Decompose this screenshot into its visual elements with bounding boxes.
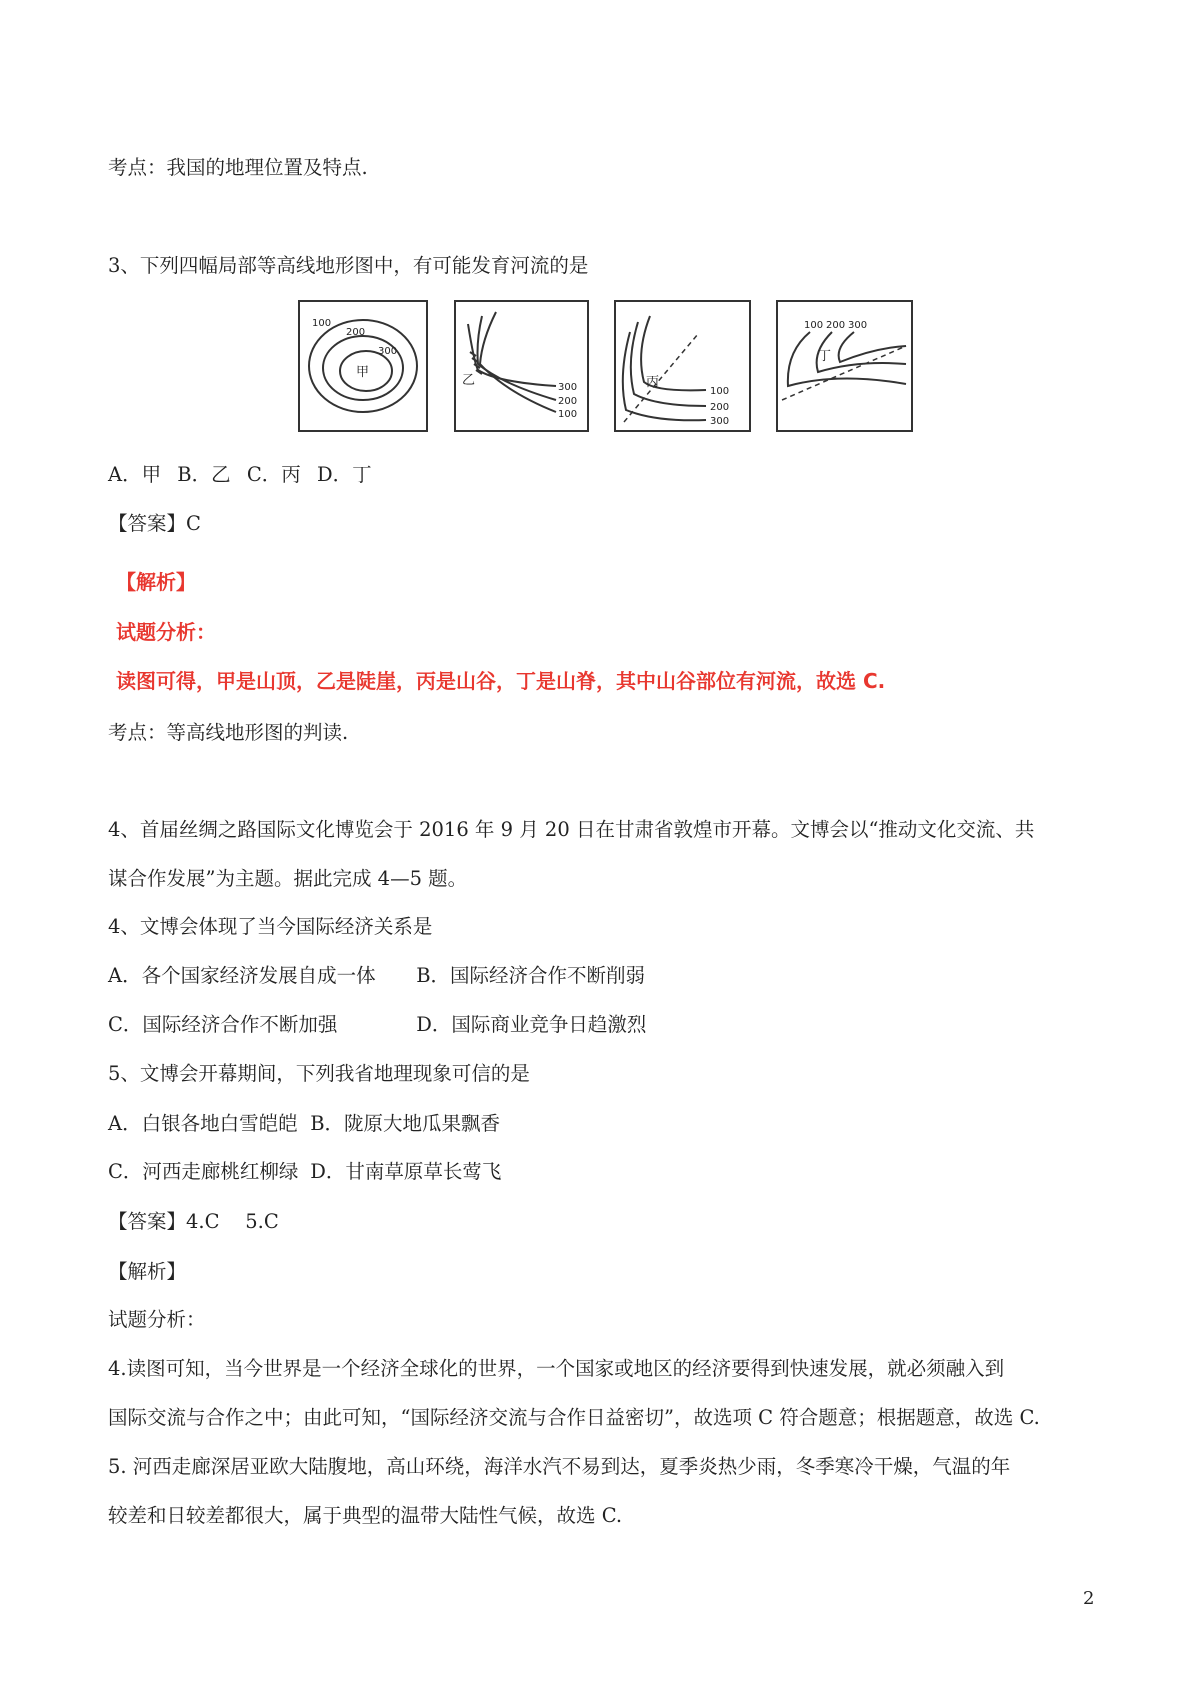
contour-line: [839, 332, 906, 362]
q3-option-b: B．乙: [177, 463, 231, 486]
prev-kaodian: 考点：我国的地理位置及特点.: [108, 156, 368, 179]
q5-option-b: B．陇原大地瓜果飘香: [310, 1112, 501, 1135]
q4-5-analysis-label: 试题分析：: [108, 1308, 206, 1331]
q3-options: [108, 461, 372, 489]
q4-option-c: C．国际经济合作不断加强: [108, 1013, 338, 1036]
place-label: 丙: [646, 375, 660, 390]
q4-5-jiexi-label: 【解析】: [108, 1260, 187, 1283]
q4-5-answer: 【答案】4.C 5.C: [108, 1210, 279, 1233]
contour-label: 100: [804, 320, 824, 331]
q5-options-row-1: [108, 1110, 500, 1138]
page-number: 2: [1083, 1588, 1095, 1609]
contour-label: 200: [710, 402, 730, 413]
contour-label: 100: [312, 318, 332, 329]
q4-options-row-2: [108, 1011, 646, 1039]
q4-option-a: A．各个国家经济发展自成一体: [108, 964, 376, 987]
contour-label: 200: [826, 320, 846, 331]
q5-analysis-line-2: 较差和日较差都很大，属于典型的温带大陆性气候，故选 C.: [108, 1504, 623, 1527]
q5-option-d: D．甘南草原草长莺飞: [310, 1160, 502, 1183]
contour-line: [623, 332, 706, 420]
contour-label: 200: [558, 396, 578, 407]
q3-answer: 【答案】C: [108, 512, 201, 535]
contour-map-ding-svg: [778, 302, 911, 430]
ridge-axis-line: [782, 346, 906, 400]
contour-label: 300: [710, 416, 730, 427]
q4-5-intro-line-1: 4、首届丝绸之路国际文化博览会于 2016 年 9 月 20 日在甘肃省敦煌市开幕。文博会以“推动文化交流、共: [108, 818, 1035, 841]
contour-map-yi-svg: [456, 302, 587, 430]
q4-option-b: B．国际经济合作不断削弱: [416, 964, 646, 987]
q3-kaodian: 考点：等高线地形图的判读.: [108, 721, 349, 744]
q5-option-c: C．河西走廊桃红柳绿: [108, 1160, 299, 1183]
q4-option-d: D．国际商业竞争日趋激烈: [416, 1013, 647, 1036]
contour-map-bing: [614, 300, 751, 432]
contour-map-jia: [298, 300, 428, 432]
valley-axis-line: [624, 334, 698, 422]
contour-map-yi: [454, 300, 589, 432]
q4-5-intro-line-2: 谋合作发展”为主题。据此完成 4—5 题。: [108, 867, 468, 890]
q5-option-a: A．白银各地白雪皑皑: [108, 1112, 298, 1135]
q4-analysis-line-2: 国际交流与合作之中；由此可知，“国际经济交流与合作日益密切”，故选项 C 符合题意；根据题意，故选 C.: [108, 1406, 1040, 1429]
place-label: 甲: [356, 365, 370, 380]
contour-map-jia-svg: [300, 302, 426, 430]
q3-option-d: D．丁: [316, 463, 372, 486]
q5-stem: 5、文博会开幕期间，下列我省地理现象可信的是: [108, 1062, 530, 1085]
contour-label: 200: [346, 327, 366, 338]
q5-options-row-2: [108, 1158, 501, 1186]
q3-analysis: 读图可得，甲是山顶，乙是陡崖，丙是山谷，丁是山脊，其中山谷部位有河流，故选 C.: [116, 669, 886, 693]
q4-analysis-line-1: 4.读图可知，当今世界是一个经济全球化的世界，一个国家或地区的经济要得到快速发展，就必须融入到: [108, 1357, 1005, 1380]
q3-jiexi-label: 【解析】: [116, 570, 196, 594]
contour-label: 300: [558, 382, 578, 393]
q3-option-a: A．甲: [108, 463, 162, 486]
q3-analysis-label: 试题分析：: [116, 620, 216, 644]
contour-label: 100: [710, 386, 730, 397]
contour-map-ding: [776, 300, 913, 432]
contour-label: 100: [558, 409, 578, 420]
place-label: 丁: [818, 349, 832, 364]
contour-label: 300: [848, 320, 868, 331]
q4-options-row-1: [108, 962, 645, 990]
contour-map-bing-svg: [616, 302, 749, 430]
q3-option-c: C．丙: [246, 463, 301, 486]
place-label: 乙: [462, 373, 476, 388]
q3-stem: 3、下列四幅局部等高线地形图中，有可能发育河流的是: [108, 254, 589, 277]
q4-stem: 4、文博会体现了当今国际经济关系是: [108, 915, 433, 938]
contour-label: 300: [378, 346, 398, 357]
q5-analysis-line-1: 5. 河西走廊深居亚欧大陆腹地，高山环绕，海洋水汽不易到达，夏季炎热少雨，冬季寒冷干燥，气温的年: [108, 1455, 1011, 1478]
